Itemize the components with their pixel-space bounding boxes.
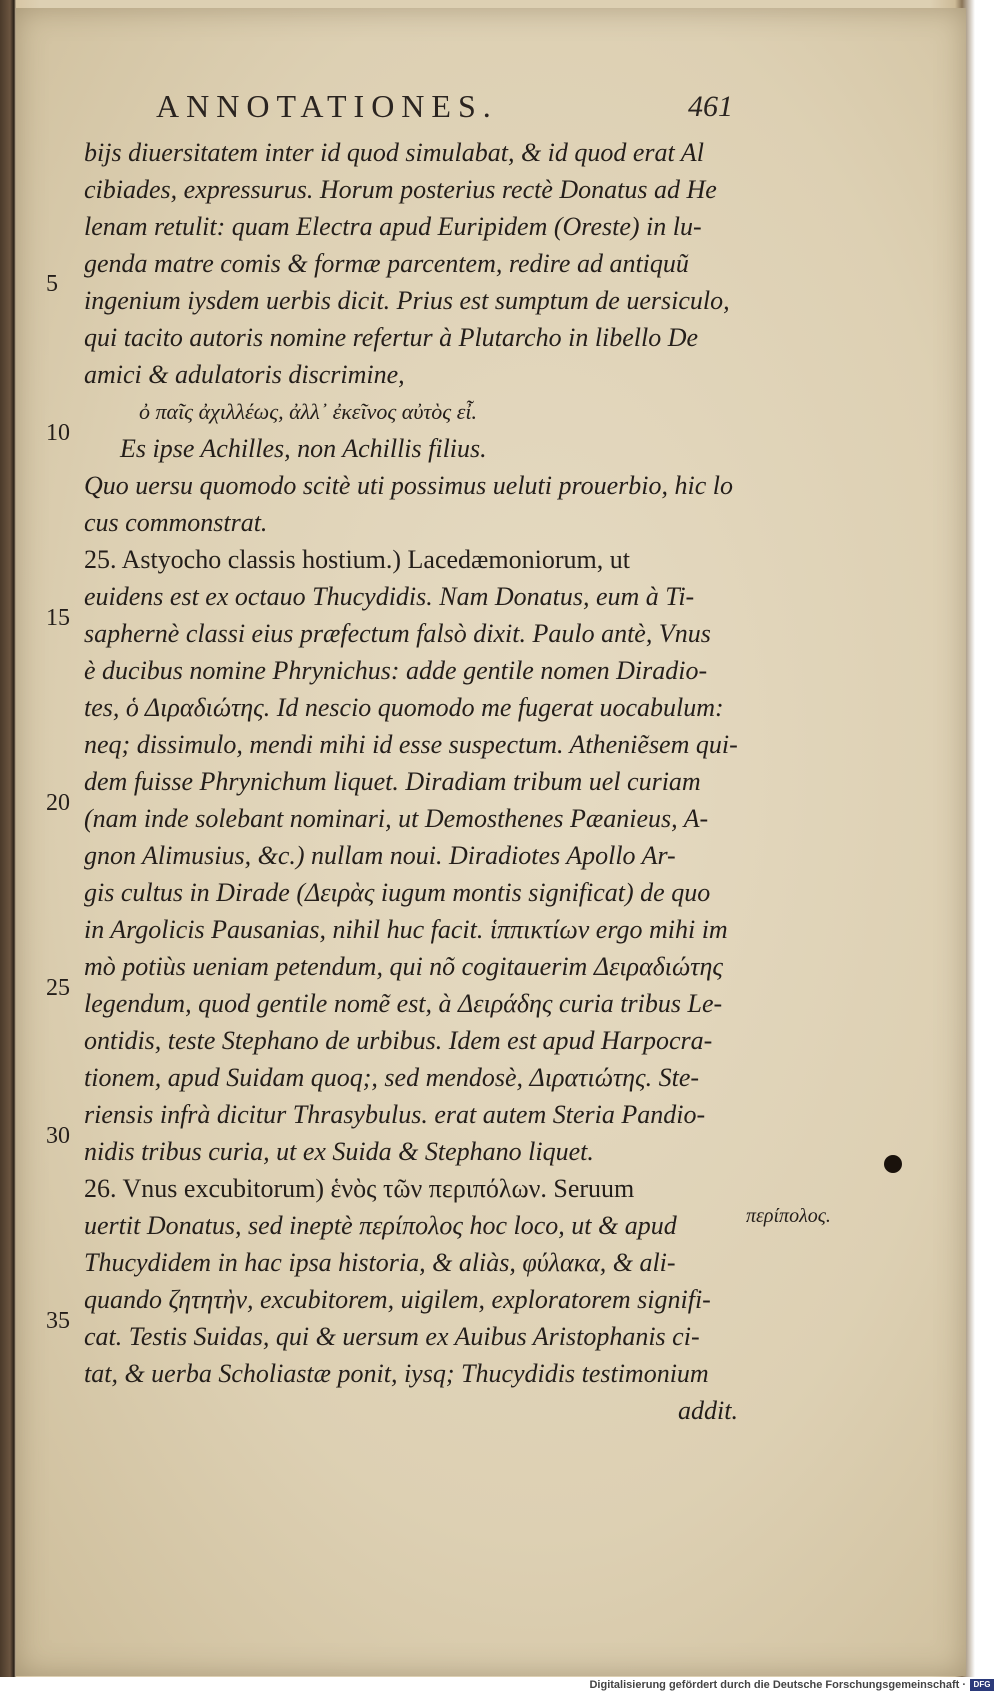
text-line: tes, ὁ Διραδιώτης. Id nescio quomodo me fugerat uocabulum:: [84, 693, 724, 722]
text-line: cibiades, expressurus. Horum posterius rectè Donatus ad He: [84, 175, 717, 204]
text-line: cus commonstrat.: [84, 508, 268, 537]
text-line: riensis infrà dicitur Thrasybulus. erat autem Steria Pandio-: [84, 1100, 706, 1129]
page-number: 461: [688, 90, 733, 123]
line-number: 15: [46, 605, 70, 631]
running-head: ANNOTATIONES.: [156, 88, 498, 124]
text-line: neq; dissimulo, mendi mihi id esse suspectum. Atheniẽsem qui-: [84, 730, 738, 759]
text-line: dem fuisse Phrynichum liquet. Diradiam tribum uel curiam: [84, 767, 701, 796]
text-line: Quo uersu quomodo scitè uti possimus ueluti prouerbio, hic lo: [84, 471, 734, 500]
text-line: (nam inde solebant nominari, ut Demosthenes Pæanieus, A-: [84, 804, 709, 833]
text-line: uertit Donatus, sed ineptè περίπολος hoc loco, ut & apud: [84, 1211, 677, 1240]
text-line: tionem, apud Suidam quoq;, sed mendosè, Διρατιώτης. Ste-: [84, 1063, 700, 1092]
text-line: genda matre comis & formæ parcentem, redire ad antiquũ: [84, 249, 689, 278]
text-line: gnon Alimusius, &c.) nullam noui. Diradiotes Apollo Ar-: [84, 841, 676, 870]
funding-credit: Digitalisierung gefördert durch die Deutsche Forschungsgemeinschaft ·: [589, 1679, 966, 1691]
line-number: 25: [46, 975, 70, 1001]
ink-spot: [884, 1155, 902, 1173]
line-number: 20: [46, 790, 70, 816]
line-number: 10: [46, 420, 70, 446]
book-page: [16, 8, 966, 1676]
lemma-line: 26. Vnus excubitorum) ἑνὸς τῶν περιπόλων. Seruum: [84, 1174, 635, 1203]
catchword: addit.: [678, 1396, 738, 1425]
body-text: [84, 134, 738, 1429]
text-line: è ducibus nomine Phrynichus: adde gentile nomen Diradio-: [84, 656, 708, 685]
dfg-logo-icon: DFG: [970, 1679, 994, 1691]
text-line: ingenium iysdem uerbis dicit. Prius est sumptum de uersiculo,: [84, 286, 730, 315]
text-line: nidis tribus curia, ut ex Suida & Stephano liquet.: [84, 1137, 594, 1166]
text-line: in Argolicis Pausanias, nihil huc facit. ἱππικτίων ergo mihi im: [84, 915, 728, 944]
text-line: Thucydidem in hac ipsa historia, & aliàs, φύλακα, & ali-: [84, 1248, 676, 1277]
text-line: legendum, quod gentile nomẽ est, à Δειράδης curia tribus Le-: [84, 989, 723, 1018]
text-line: saphernè classi eius præfectum falsò dixit. Paulo antè, Vnus: [84, 619, 711, 648]
greek-verse-line: ὀ παῖς ἀχιλλέως, ἀλλ᾽ ἐκεῖνος αὐτὸς εἶ.: [139, 399, 477, 424]
text-line: bijs diuersitatem inter id quod simulabat, & id quod erat Al: [84, 138, 704, 167]
line-number: 30: [46, 1123, 70, 1149]
text-line: ontidis, teste Stephano de urbibus. Idem est apud Harpocra-: [84, 1026, 713, 1055]
line-number: 35: [46, 1308, 70, 1334]
text-line: cat. Testis Suidas, qui & uersum ex Auibus Aristophanis ci-: [84, 1322, 700, 1351]
lemma-line: 25. Astyocho classis hostium.) Lacedæmoniorum, ut: [84, 545, 630, 574]
latin-verse-line: Es ipse Achilles, non Achillis filius.: [120, 434, 487, 463]
text-line: amici & adulatoris discrimine,: [84, 360, 405, 389]
text-line: euidens est ex octauo Thucydidis. Nam Donatus, eum à Ti-: [84, 582, 695, 611]
text-line: mò potiùs ueniam petendum, qui nõ cogitauerim Δειραδιώτης: [84, 952, 723, 981]
margin-note: περίπολος.: [746, 1205, 831, 1227]
line-number: 5: [46, 271, 58, 297]
text-line: gis cultus in Dirade (Δειρὰς iugum montis significat) de quo: [84, 878, 711, 907]
text-line: tat, & uerba Scholiastæ ponit, iysq; Thucydidis testimonium: [84, 1359, 709, 1388]
text-line: quando ζητητὴν, excubitorem, uigilem, exploratorem signifi-: [84, 1285, 711, 1314]
text-line: lenam retulit: quam Electra apud Euripidem (Oreste) in lu-: [84, 212, 702, 241]
text-line: qui tacito autoris nomine refertur à Plutarcho in libello De: [84, 323, 699, 352]
